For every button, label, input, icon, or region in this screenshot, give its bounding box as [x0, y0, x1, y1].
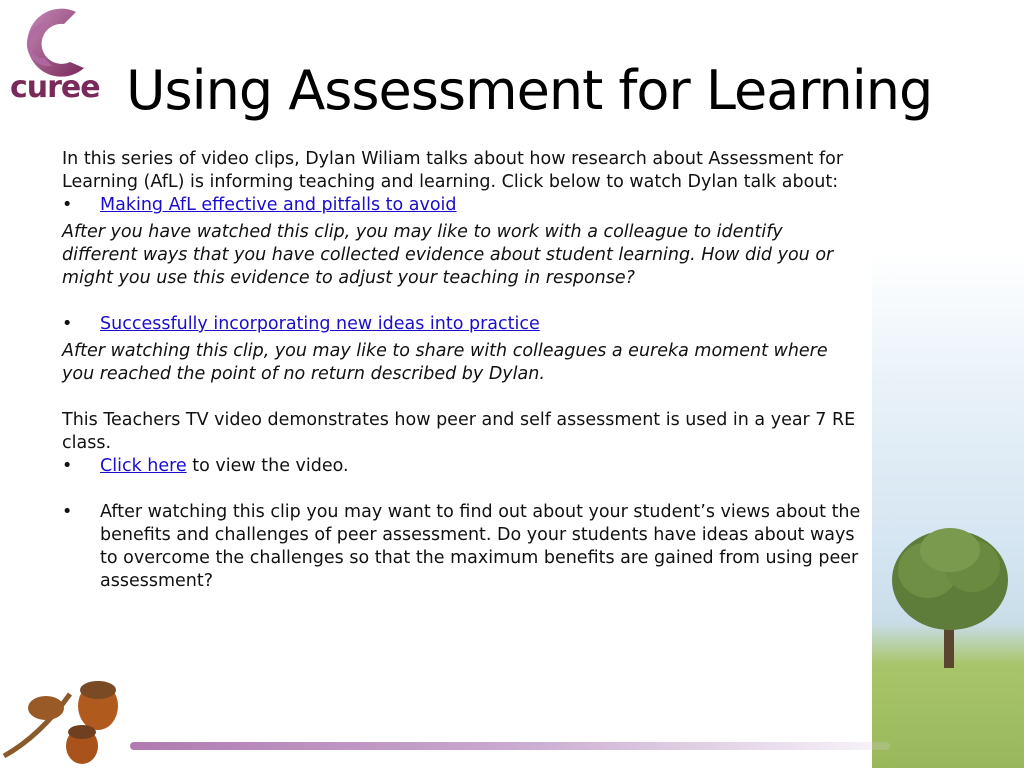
teachers-tv-paragraph: This Teachers TV video demonstrates how peer and self assessment is used in a year 7 RE class.: [62, 410, 856, 453]
bullet-icon: •: [62, 195, 73, 215]
list-item: [62, 501, 862, 593]
tree-icon: [880, 520, 1020, 670]
page-title: Using Assessment for Learning: [126, 59, 933, 122]
link-incorporating-new-ideas[interactable]: Successfully incorporating new ideas into practice: [100, 314, 540, 334]
link-click-here[interactable]: Click here: [100, 456, 187, 476]
note-paragraph: After you have watched this clip, you may like to work with a colleague to identify different ways that you have collected evidence about student learning. How did you or might you use this evidence to adjust your teaching in response?: [62, 222, 834, 288]
list-item: [62, 194, 862, 217]
background-sky-grass: [872, 250, 1024, 768]
list-item: [62, 455, 862, 478]
acorns-icon: [0, 676, 130, 768]
logo-wordmark: curee: [10, 70, 100, 105]
link-suffix-text: to view the video.: [186, 456, 349, 476]
slide-content: [62, 148, 862, 593]
list-item: [62, 313, 862, 336]
bullet-icon: •: [62, 314, 73, 334]
bullet-icon: •: [62, 456, 73, 476]
decorative-bar: [130, 742, 890, 750]
note-paragraph: After watching this clip, you may like to share with colleagues a eureka moment where you reached the point of no return described by Dylan.: [62, 341, 828, 384]
bullet-icon: •: [62, 502, 73, 522]
link-making-afl-effective[interactable]: Making AfL effective and pitfalls to avoid: [100, 195, 457, 215]
intro-paragraph: In this series of video clips, Dylan Wiliam talks about how research about Assessment for Learning (AfL) is informing teaching and learning. Click below to watch Dylan talk about:: [62, 149, 844, 192]
final-bullet-text: After watching this clip you may want to find out about your student’s views about the benefits and challenges of peer assessment. Do your students have ideas about ways to overcome the challenges so that the maximum benefits are gained from using peer assessment?: [100, 502, 861, 591]
